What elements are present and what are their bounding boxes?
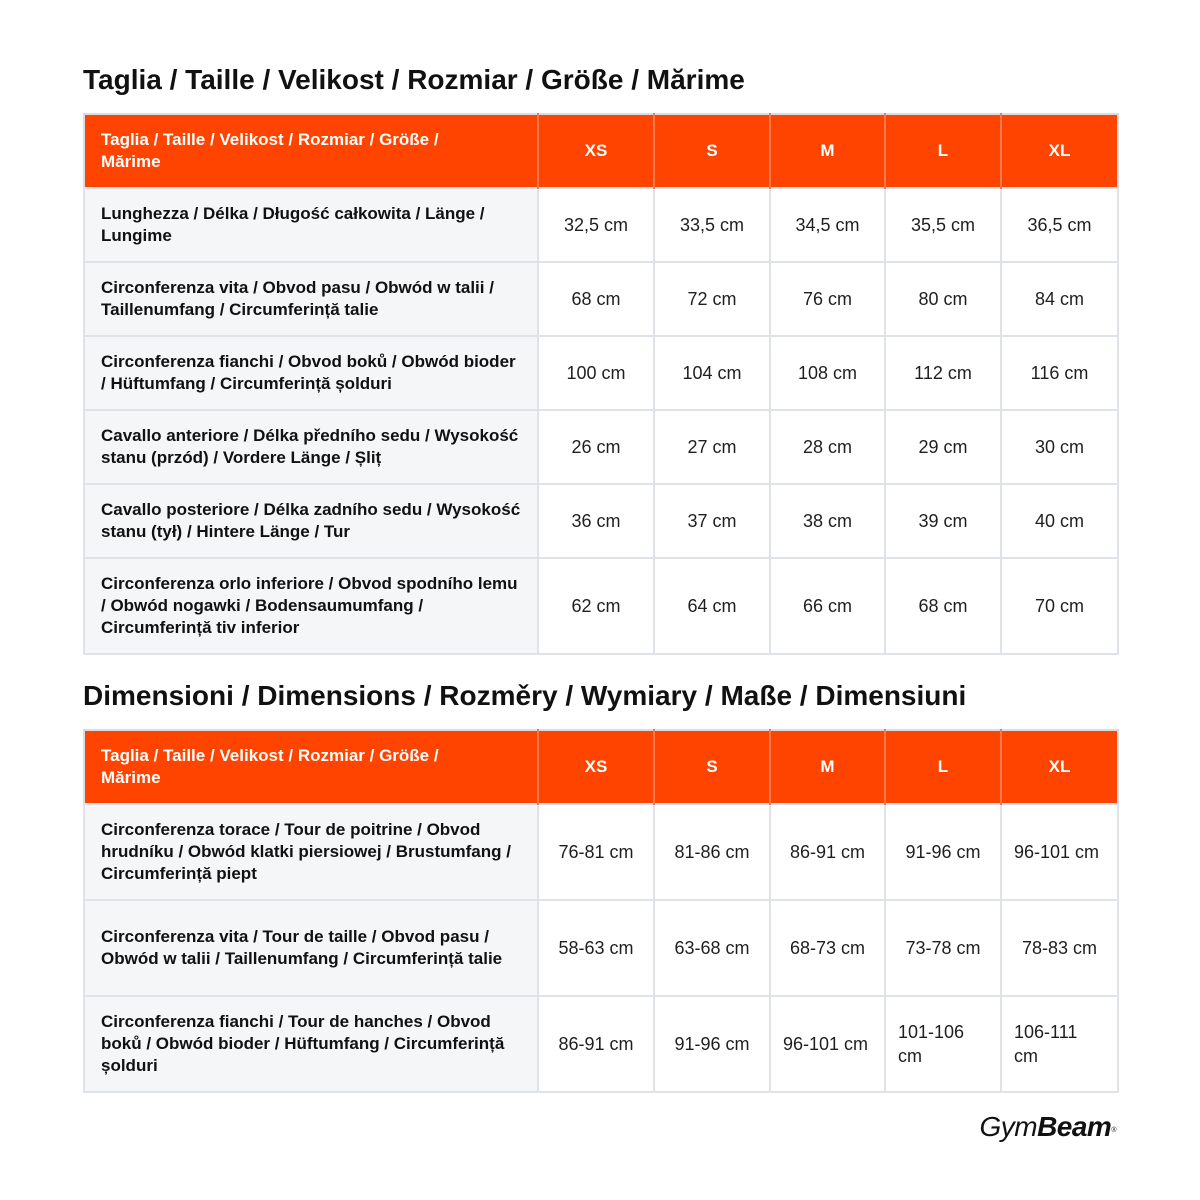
table-cell: 30 cm [1001, 410, 1118, 484]
table-cell: 86-91 cm [538, 996, 654, 1092]
table-cell: 28 cm [770, 410, 885, 484]
header-cell-s: S [654, 114, 770, 188]
table-cell: 112 cm [885, 336, 1001, 410]
table-cell: 34,5 cm [770, 188, 885, 262]
table-cell: 27 cm [654, 410, 770, 484]
table-cell: 91-96 cm [885, 804, 1001, 900]
logo-text-gym: Gym [979, 1111, 1038, 1142]
table-cell: 96-101 cm [770, 996, 885, 1092]
table-cell: 36 cm [538, 484, 654, 558]
table-cell: 73-78 cm [885, 900, 1001, 996]
table-row [84, 336, 1118, 410]
gymbeam-logo [979, 1110, 1116, 1144]
table-cell: 35,5 cm [885, 188, 1001, 262]
table-cell: 108 cm [770, 336, 885, 410]
table-cell: 68 cm [885, 558, 1001, 654]
table-cell: 84 cm [1001, 262, 1118, 336]
table-cell: 29 cm [885, 410, 1001, 484]
table-cell: 33,5 cm [654, 188, 770, 262]
dimensions-table [83, 729, 1119, 1093]
table-cell: 26 cm [538, 410, 654, 484]
table-cell: 80 cm [885, 262, 1001, 336]
header-cell-xl: XL [1001, 730, 1118, 804]
table-cell: 104 cm [654, 336, 770, 410]
table-cell: 86-91 cm [770, 804, 885, 900]
row-label: Circonferenza vita / Tour de taille / Obvod pasu / Obwód w talii / Taillenumfang / Circumferință talie [84, 900, 538, 996]
header-cell-size-label: Taglia / Taille / Velikost / Rozmiar / Größe / Mărime [84, 114, 538, 188]
table-cell: 66 cm [770, 558, 885, 654]
table-cell: 39 cm [885, 484, 1001, 558]
row-label: Circonferenza fianchi / Obvod boků / Obwód bioder / Hüftumfang / Circumferință șolduri [84, 336, 538, 410]
header-cell-xs: XS [538, 730, 654, 804]
header-cell-s: S [654, 730, 770, 804]
table-cell: 40 cm [1001, 484, 1118, 558]
table-row [84, 188, 1118, 262]
table-cell: 101-106 cm [885, 996, 1001, 1092]
table-cell: 76-81 cm [538, 804, 654, 900]
size-table [83, 113, 1119, 655]
table-cell: 68-73 cm [770, 900, 885, 996]
row-label: Lunghezza / Délka / Długość całkowita / Länge / Lungime [84, 188, 538, 262]
header-cell-m: M [770, 730, 885, 804]
table-cell: 116 cm [1001, 336, 1118, 410]
row-label: Cavallo posteriore / Délka zadního sedu / Wysokość stanu (tył) / Hintere Länge / Tur [84, 484, 538, 558]
table-cell: 38 cm [770, 484, 885, 558]
table-cell: 78-83 cm [1001, 900, 1118, 996]
row-label: Circonferenza vita / Obvod pasu / Obwód w talii / Taillenumfang / Circumferință talie [84, 262, 538, 336]
table-cell: 91-96 cm [654, 996, 770, 1092]
table-header-row [84, 114, 1118, 188]
table-cell: 36,5 cm [1001, 188, 1118, 262]
table-row [84, 804, 1118, 900]
table-cell: 68 cm [538, 262, 654, 336]
table-cell: 81-86 cm [654, 804, 770, 900]
table-row [84, 410, 1118, 484]
row-label: Cavallo anteriore / Délka předního sedu / Wysokość stanu (przód) / Vordere Länge / Șliț [84, 410, 538, 484]
table-cell: 106-111 cm [1001, 996, 1118, 1092]
table-cell: 76 cm [770, 262, 885, 336]
table-row [84, 900, 1118, 996]
table-cell: 64 cm [654, 558, 770, 654]
header-cell-size-label: Taglia / Taille / Velikost / Rozmiar / Größe / Mărime [84, 730, 538, 804]
header-cell-m: M [770, 114, 885, 188]
table-cell: 72 cm [654, 262, 770, 336]
header-cell-xl: XL [1001, 114, 1118, 188]
header-cell-l: L [885, 114, 1001, 188]
table-cell: 96-101 cm [1001, 804, 1118, 900]
table-header-row [84, 730, 1118, 804]
size-section-title: Taglia / Taille / Velikost / Rozmiar / Größe / Mărime [83, 64, 745, 95]
table-row [84, 484, 1118, 558]
table-cell: 32,5 cm [538, 188, 654, 262]
table-cell: 58-63 cm [538, 900, 654, 996]
table-row [84, 262, 1118, 336]
row-label: Circonferenza orlo inferiore / Obvod spodního lemu / Obwód nogawki / Bodensaumumfang / Circumferință tiv inferior [84, 558, 538, 654]
table-cell: 62 cm [538, 558, 654, 654]
table-cell: 70 cm [1001, 558, 1118, 654]
logo-text-beam: Beam [1037, 1111, 1112, 1142]
table-cell: 37 cm [654, 484, 770, 558]
table-row [84, 996, 1118, 1092]
header-cell-xs: XS [538, 114, 654, 188]
table-cell: 63-68 cm [654, 900, 770, 996]
row-label: Circonferenza fianchi / Tour de hanches / Obvod boků / Obwód bioder / Hüftumfang / Circumferință șolduri [84, 996, 538, 1092]
row-label: Circonferenza torace / Tour de poitrine / Obvod hrudníku / Obwód klatki piersiowej / Brustumfang / Circumferință piept [84, 804, 538, 900]
table-row [84, 558, 1118, 654]
dimensions-section-title: Dimensioni / Dimensions / Rozměry / Wymiary / Maße / Dimensiuni [83, 680, 967, 711]
registered-mark: ® [1111, 1127, 1116, 1134]
table-cell: 100 cm [538, 336, 654, 410]
header-cell-l: L [885, 730, 1001, 804]
